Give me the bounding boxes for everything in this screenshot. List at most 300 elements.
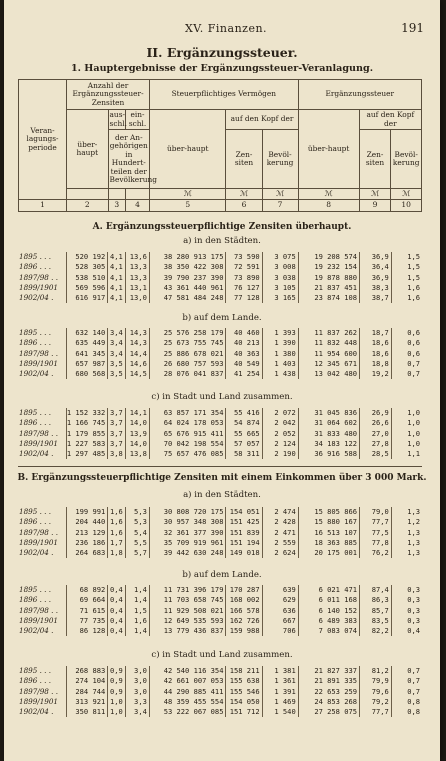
table-row <box>18 252 422 262</box>
value-cell: 268 883 <box>66 666 108 676</box>
value-cell: 19 208 574 <box>298 252 359 262</box>
value-cell: 3,0 <box>125 666 149 676</box>
period-cell: 1895 . . . <box>18 252 66 262</box>
value-cell: 3,8 <box>108 449 126 459</box>
col-st-zen: Zen-siten <box>359 130 391 189</box>
value-cell: 0,4 <box>108 595 126 605</box>
value-cell: 5,7 <box>125 548 149 558</box>
value-cell: 34 183 122 <box>298 439 359 449</box>
sub-a-staedte: a) in den Städten. <box>183 236 261 246</box>
value-cell: 1,6 <box>108 528 126 538</box>
value-cell: 38,7 <box>360 293 392 303</box>
col-st-ueberhaupt: über-haupt <box>298 110 359 189</box>
col-periode: Veran-lagungs-periode <box>19 80 67 200</box>
value-cell: 213 129 <box>66 528 108 538</box>
period-cell: 1899/1901 <box>18 697 66 707</box>
value-cell: 166 578 <box>226 606 262 616</box>
value-cell: 170 287 <box>226 585 262 595</box>
value-cell: 36,4 <box>360 262 392 272</box>
value-cell: 36,9 <box>360 252 392 262</box>
table-row <box>18 349 422 359</box>
value-cell: 151 712 <box>226 707 262 717</box>
column-index: 1 <box>19 200 67 212</box>
column-index: 5 <box>150 200 226 212</box>
value-cell: 26 680 757 593 <box>149 359 226 369</box>
value-cell: 28,5 <box>360 449 392 459</box>
unit-mark: ℳ <box>359 189 391 200</box>
value-cell: 1,7 <box>108 538 126 548</box>
value-cell: 14,5 <box>125 369 149 379</box>
value-cell: 1 381 <box>262 666 298 676</box>
book-page <box>4 0 440 761</box>
value-cell: 151 425 <box>226 517 262 527</box>
value-cell: 313 921 <box>66 697 108 707</box>
value-cell: 11 703 658 745 <box>149 595 226 605</box>
value-cell: 40 213 <box>226 338 262 348</box>
value-cell: 0,3 <box>407 585 420 595</box>
value-cell: 158 211 <box>226 666 262 676</box>
value-cell: 73 590 <box>226 252 262 262</box>
value-cell: 657 987 <box>66 359 108 369</box>
value-cell: 77,5 <box>360 528 392 538</box>
value-cell: 0,9 <box>108 676 126 686</box>
value-cell: 4,1 <box>108 283 126 293</box>
value-cell: 13 042 480 <box>298 369 359 379</box>
column-index: 10 <box>391 200 422 212</box>
value-cell: 28 076 041 837 <box>149 369 226 379</box>
value-cell: 86 128 <box>66 626 108 636</box>
value-cell: 162 726 <box>226 616 262 626</box>
table-title: 1. Hauptergebnisse der Ergänzungssteuer-Veranlagung. <box>70 63 374 74</box>
value-cell: 42 540 116 354 <box>149 666 226 676</box>
value-cell: 11 954 600 <box>298 349 359 359</box>
value-cell: 3,7 <box>108 408 126 418</box>
sub-b-lande: b) auf dem Lande. <box>182 570 262 580</box>
value-cell: 7 083 074 <box>298 626 359 636</box>
value-cell: 22 653 259 <box>298 687 359 697</box>
value-cell: 0,4 <box>407 626 420 636</box>
value-cell: 1,5 <box>125 606 149 616</box>
period-cell: 1896 . . . <box>18 262 66 272</box>
value-cell: 18,6 <box>360 338 392 348</box>
value-cell: 19 232 154 <box>298 262 359 272</box>
value-cell: 1 393 <box>262 328 298 338</box>
column-index: 9 <box>359 200 391 212</box>
col-anzahl: Anzahl der Ergänzungssteuer-Zensiten <box>67 80 150 110</box>
value-cell: 2 624 <box>262 548 298 558</box>
value-cell: 81,2 <box>360 666 392 676</box>
value-cell: 3 038 <box>262 273 298 283</box>
value-cell: 1,6 <box>125 616 149 626</box>
col-aus: aus-schl. <box>108 110 125 130</box>
data-table <box>18 666 422 717</box>
period-cell: 1902/04 . <box>18 369 66 379</box>
data-table <box>18 252 422 303</box>
value-cell: 3,7 <box>108 429 126 439</box>
unit-mark: ℳ <box>298 189 359 200</box>
sub-b-staedte: a) in den Städten. <box>183 490 261 500</box>
section-divider <box>18 466 422 467</box>
value-cell: 0,8 <box>407 697 420 707</box>
period-cell: 1896 . . . <box>18 676 66 686</box>
value-cell: 38 350 422 308 <box>149 262 226 272</box>
value-cell: 3,4 <box>125 707 149 717</box>
value-cell: 83,5 <box>360 616 392 626</box>
col-vermoegen: Steuerpflichtiges Vermögen <box>150 80 299 110</box>
value-cell: 0,6 <box>407 348 420 358</box>
value-cell: 706 <box>262 626 298 636</box>
value-cell: 36,9 <box>360 273 392 283</box>
value-cell: 15 805 866 <box>298 507 359 517</box>
value-cell: 2 428 <box>262 517 298 527</box>
value-cell: 151 839 <box>226 528 262 538</box>
table-row <box>18 429 422 439</box>
value-cell: 2 072 <box>262 408 298 418</box>
value-cell: 4,1 <box>108 273 126 283</box>
value-cell: 36 916 588 <box>298 449 359 459</box>
table-row <box>18 585 422 595</box>
table-row <box>18 707 422 717</box>
value-cell: 77 735 <box>66 616 108 626</box>
period-cell: 1895 . . . <box>18 408 66 418</box>
value-cell: 680 568 <box>66 369 108 379</box>
unit-mark: ℳ <box>391 189 422 200</box>
value-cell: 25 886 678 021 <box>149 349 226 359</box>
value-cell: 79,2 <box>360 697 392 707</box>
column-index: 2 <box>67 200 108 212</box>
value-cell: 1 361 <box>262 676 298 686</box>
value-cell: 26,9 <box>360 408 392 418</box>
data-table <box>18 507 422 558</box>
value-cell: 18,8 <box>360 359 392 369</box>
section-a-title: A. Ergänzungssteuerpflichtige Zensiten überhaupt. <box>92 222 352 232</box>
value-cell: 1,4 <box>125 585 149 595</box>
value-cell: 21 891 335 <box>298 676 359 686</box>
value-cell: 85,7 <box>360 606 392 616</box>
data-table <box>18 328 422 379</box>
period-cell: 1897/98 . . <box>18 349 66 359</box>
value-cell: 25 576 258 179 <box>149 328 226 338</box>
period-cell: 1897/98 . . <box>18 606 66 616</box>
value-cell: 27 258 075 <box>298 707 359 717</box>
value-cell: 151 194 <box>226 538 262 548</box>
col-st-bev: Bevöl-kerung <box>391 130 422 189</box>
value-cell: 2 559 <box>262 538 298 548</box>
value-cell: 68 892 <box>66 585 108 595</box>
value-cell: 32 361 377 390 <box>149 528 226 538</box>
value-cell: 1 438 <box>262 369 298 379</box>
value-cell: 4,1 <box>108 252 126 262</box>
value-cell: 72 591 <box>226 262 262 272</box>
value-cell: 3,0 <box>125 687 149 697</box>
value-cell: 79,0 <box>360 507 392 517</box>
value-cell: 58 311 <box>226 449 262 459</box>
table-row <box>18 687 422 697</box>
value-cell: 0,9 <box>108 666 126 676</box>
period-cell: 1899/1901 <box>18 359 66 369</box>
period-cell: 1895 . . . <box>18 666 66 676</box>
period-cell: 1902/04 . <box>18 293 66 303</box>
value-cell: 1,3 <box>407 548 420 558</box>
value-cell: 4,1 <box>108 262 126 272</box>
column-index: 3 <box>108 200 125 212</box>
value-cell: 155 546 <box>226 687 262 697</box>
value-cell: 2 052 <box>262 429 298 439</box>
value-cell: 0,4 <box>108 606 126 616</box>
value-cell: 77,7 <box>360 707 392 717</box>
value-cell: 14,3 <box>125 338 149 348</box>
period-cell: 1895 . . . <box>18 328 66 338</box>
value-cell: 1,0 <box>407 439 420 449</box>
value-cell: 1,0 <box>407 408 420 418</box>
value-cell: 284 744 <box>66 687 108 697</box>
table-row <box>18 273 422 283</box>
value-cell: 3,7 <box>108 418 126 428</box>
value-cell: 73 890 <box>226 273 262 283</box>
table-row <box>18 359 422 369</box>
value-cell: 154 050 <box>226 697 262 707</box>
value-cell: 20 175 001 <box>298 548 359 558</box>
value-cell: 31 045 836 <box>298 408 359 418</box>
value-cell: 6 011 168 <box>298 595 359 605</box>
value-cell: 14,0 <box>125 418 149 428</box>
value-cell: 57 057 <box>226 439 262 449</box>
value-cell: 5,3 <box>125 517 149 527</box>
value-cell: 77 128 <box>226 293 262 303</box>
period-cell: 1897/98 . . <box>18 528 66 538</box>
value-cell: 1,0 <box>407 418 420 428</box>
column-index: 4 <box>126 200 150 212</box>
value-cell: 0,4 <box>108 626 126 636</box>
value-cell: 6 489 383 <box>298 616 359 626</box>
value-cell: 13,1 <box>125 283 149 293</box>
value-cell: 86,3 <box>360 595 392 605</box>
table-row <box>18 418 422 428</box>
value-cell: 71 615 <box>66 606 108 616</box>
value-cell: 13,8 <box>125 449 149 459</box>
value-cell: 639 <box>262 585 298 595</box>
value-cell: 19 878 880 <box>298 273 359 283</box>
col-st-kopf: auf den Kopf der <box>359 110 421 130</box>
value-cell: 2 124 <box>262 439 298 449</box>
value-cell: 0,8 <box>407 707 420 717</box>
period-cell: 1895 . . . <box>18 507 66 517</box>
value-cell: 87,4 <box>360 585 392 595</box>
value-cell: 629 <box>262 595 298 605</box>
value-cell: 5,4 <box>125 528 149 538</box>
value-cell: 168 002 <box>226 595 262 605</box>
value-cell: 18,7 <box>360 328 392 338</box>
value-cell: 1,3 <box>407 507 420 517</box>
value-cell: 41 254 <box>226 369 262 379</box>
value-cell: 75 657 476 085 <box>149 449 226 459</box>
value-cell: 636 <box>262 606 298 616</box>
value-cell: 1,5 <box>407 272 420 282</box>
value-cell: 13 779 436 837 <box>149 626 226 636</box>
value-cell: 0,7 <box>407 359 420 369</box>
table-row <box>18 538 422 548</box>
value-cell: 16 513 107 <box>298 528 359 538</box>
value-cell: 274 104 <box>66 676 108 686</box>
value-cell: 1 179 855 <box>66 429 108 439</box>
value-cell: 1,2 <box>407 517 420 527</box>
sub-a-zusammen: c) in Stadt und Land zusammen. <box>151 392 293 402</box>
col-verm-bev: Bevöl-kerung <box>262 130 298 189</box>
value-cell: 14,0 <box>125 439 149 449</box>
table-row <box>18 408 422 418</box>
value-cell: 350 811 <box>66 707 108 717</box>
period-cell: 1897/98 . . <box>18 687 66 697</box>
value-cell: 21 837 451 <box>298 283 359 293</box>
value-cell: 0,7 <box>407 666 420 676</box>
value-cell: 79,6 <box>360 687 392 697</box>
value-cell: 14,3 <box>125 328 149 338</box>
value-cell: 55 416 <box>226 408 262 418</box>
value-cell: 6 140 152 <box>298 606 359 616</box>
value-cell: 1,6 <box>407 283 420 293</box>
value-cell: 3 008 <box>262 262 298 272</box>
value-cell: 3 105 <box>262 283 298 293</box>
value-cell: 1 297 485 <box>66 449 108 459</box>
value-cell: 31 064 602 <box>298 418 359 428</box>
value-cell: 38,3 <box>360 283 392 293</box>
value-cell: 35 709 919 961 <box>149 538 226 548</box>
value-cell: 1,0 <box>108 707 126 717</box>
value-cell: 1,4 <box>125 595 149 605</box>
table-row <box>18 283 422 293</box>
col-anz-ueberhaupt: über-haupt <box>67 110 108 189</box>
table-header <box>18 79 422 212</box>
unit-mark: ℳ <box>226 189 262 200</box>
value-cell: 55 665 <box>226 429 262 439</box>
period-cell: 1896 . . . <box>18 517 66 527</box>
table-row <box>18 606 422 616</box>
value-cell: 70 042 198 554 <box>149 439 226 449</box>
period-cell: 1902/04 . <box>18 548 66 558</box>
table-row <box>18 338 422 348</box>
value-cell: 1,5 <box>407 252 420 262</box>
value-cell: 64 024 178 053 <box>149 418 226 428</box>
value-cell: 4,1 <box>108 293 126 303</box>
value-cell: 11 929 508 021 <box>149 606 226 616</box>
value-cell: 1 152 332 <box>66 408 108 418</box>
value-cell: 0,7 <box>407 369 420 379</box>
running-header <box>24 22 428 38</box>
period-cell: 1896 . . . <box>18 418 66 428</box>
value-cell: 1,6 <box>108 517 126 527</box>
value-cell: 11 832 448 <box>298 338 359 348</box>
value-cell: 82,2 <box>360 626 392 636</box>
chapter-title: XV. Finanzen. <box>184 22 268 35</box>
col-verm-zen: Zen-siten <box>226 130 262 189</box>
value-cell: 38 280 913 175 <box>149 252 226 262</box>
value-cell: 77,8 <box>360 538 392 548</box>
table-row <box>18 528 422 538</box>
value-cell: 0,3 <box>407 605 420 615</box>
value-cell: 6 021 471 <box>298 585 359 595</box>
value-cell: 69 664 <box>66 595 108 605</box>
value-cell: 44 290 885 411 <box>149 687 226 697</box>
value-cell: 199 991 <box>66 507 108 517</box>
table-row <box>18 616 422 626</box>
value-cell: 1 390 <box>262 338 298 348</box>
value-cell: 0,6 <box>407 338 420 348</box>
period-cell: 1899/1901 <box>18 538 66 548</box>
value-cell: 635 449 <box>66 338 108 348</box>
value-cell: 43 361 440 961 <box>149 283 226 293</box>
data-table <box>18 585 422 636</box>
value-cell: 3 165 <box>262 293 298 303</box>
value-cell: 47 581 484 248 <box>149 293 226 303</box>
value-cell: 18,6 <box>360 349 392 359</box>
value-cell: 53 222 067 085 <box>149 707 226 717</box>
table-row <box>18 697 422 707</box>
col-verm-kopf: auf den Kopf der <box>226 110 298 130</box>
table-row <box>18 626 422 636</box>
value-cell: 3,5 <box>108 359 126 369</box>
period-cell: 1896 . . . <box>18 338 66 348</box>
section-title: II. Ergänzungssteuer. <box>146 45 298 60</box>
value-cell: 26,6 <box>360 418 392 428</box>
value-cell: 39 442 630 248 <box>149 548 226 558</box>
value-cell: 19,2 <box>360 369 392 379</box>
value-cell: 40 363 <box>226 349 262 359</box>
table-row <box>18 507 422 517</box>
value-cell: 39 790 237 390 <box>149 273 226 283</box>
value-cell: 0,3 <box>407 616 420 626</box>
value-cell: 149 018 <box>226 548 262 558</box>
value-cell: 3,0 <box>125 676 149 686</box>
value-cell: 0,7 <box>407 676 420 686</box>
value-cell: 15 880 167 <box>298 517 359 527</box>
value-cell: 21 827 337 <box>298 666 359 676</box>
period-cell: 1897/98 . . <box>18 429 66 439</box>
value-cell: 30 808 720 175 <box>149 507 226 517</box>
period-cell: 1899/1901 <box>18 439 66 449</box>
period-cell: 1902/04 . <box>18 626 66 636</box>
value-cell: 12 345 671 <box>298 359 359 369</box>
value-cell: 1,8 <box>108 548 126 558</box>
value-cell: 1 380 <box>262 349 298 359</box>
table-row <box>18 595 422 605</box>
value-cell: 1,1 <box>407 449 420 459</box>
table-row <box>18 262 422 272</box>
value-cell: 23 874 108 <box>298 293 359 303</box>
section-b-title: B. Ergänzungssteuerpflichtige Zensiten mit einem Einkommen über 3 000 Mark. <box>17 473 427 483</box>
value-cell: 30 957 348 308 <box>149 517 226 527</box>
table-row <box>18 328 422 338</box>
value-cell: 2 471 <box>262 528 298 538</box>
value-cell: 13,3 <box>125 262 149 272</box>
page-number: 191 <box>401 21 424 35</box>
column-index: 7 <box>262 200 298 212</box>
value-cell: 1,5 <box>407 262 420 272</box>
value-cell: 27,8 <box>360 439 392 449</box>
value-cell: 11 837 262 <box>298 328 359 338</box>
value-cell: 204 440 <box>66 517 108 527</box>
value-cell: 1 227 583 <box>66 439 108 449</box>
value-cell: 569 596 <box>66 283 108 293</box>
value-cell: 76,2 <box>360 548 392 558</box>
period-cell: 1902/04 . <box>18 449 66 459</box>
value-cell: 154 051 <box>226 507 262 517</box>
value-cell: 159 988 <box>226 626 262 636</box>
period-cell: 1899/1901 <box>18 283 66 293</box>
period-cell: 1895 . . . <box>18 585 66 595</box>
value-cell: 54 874 <box>226 418 262 428</box>
value-cell: 3,5 <box>108 369 126 379</box>
value-cell: 14,4 <box>125 349 149 359</box>
